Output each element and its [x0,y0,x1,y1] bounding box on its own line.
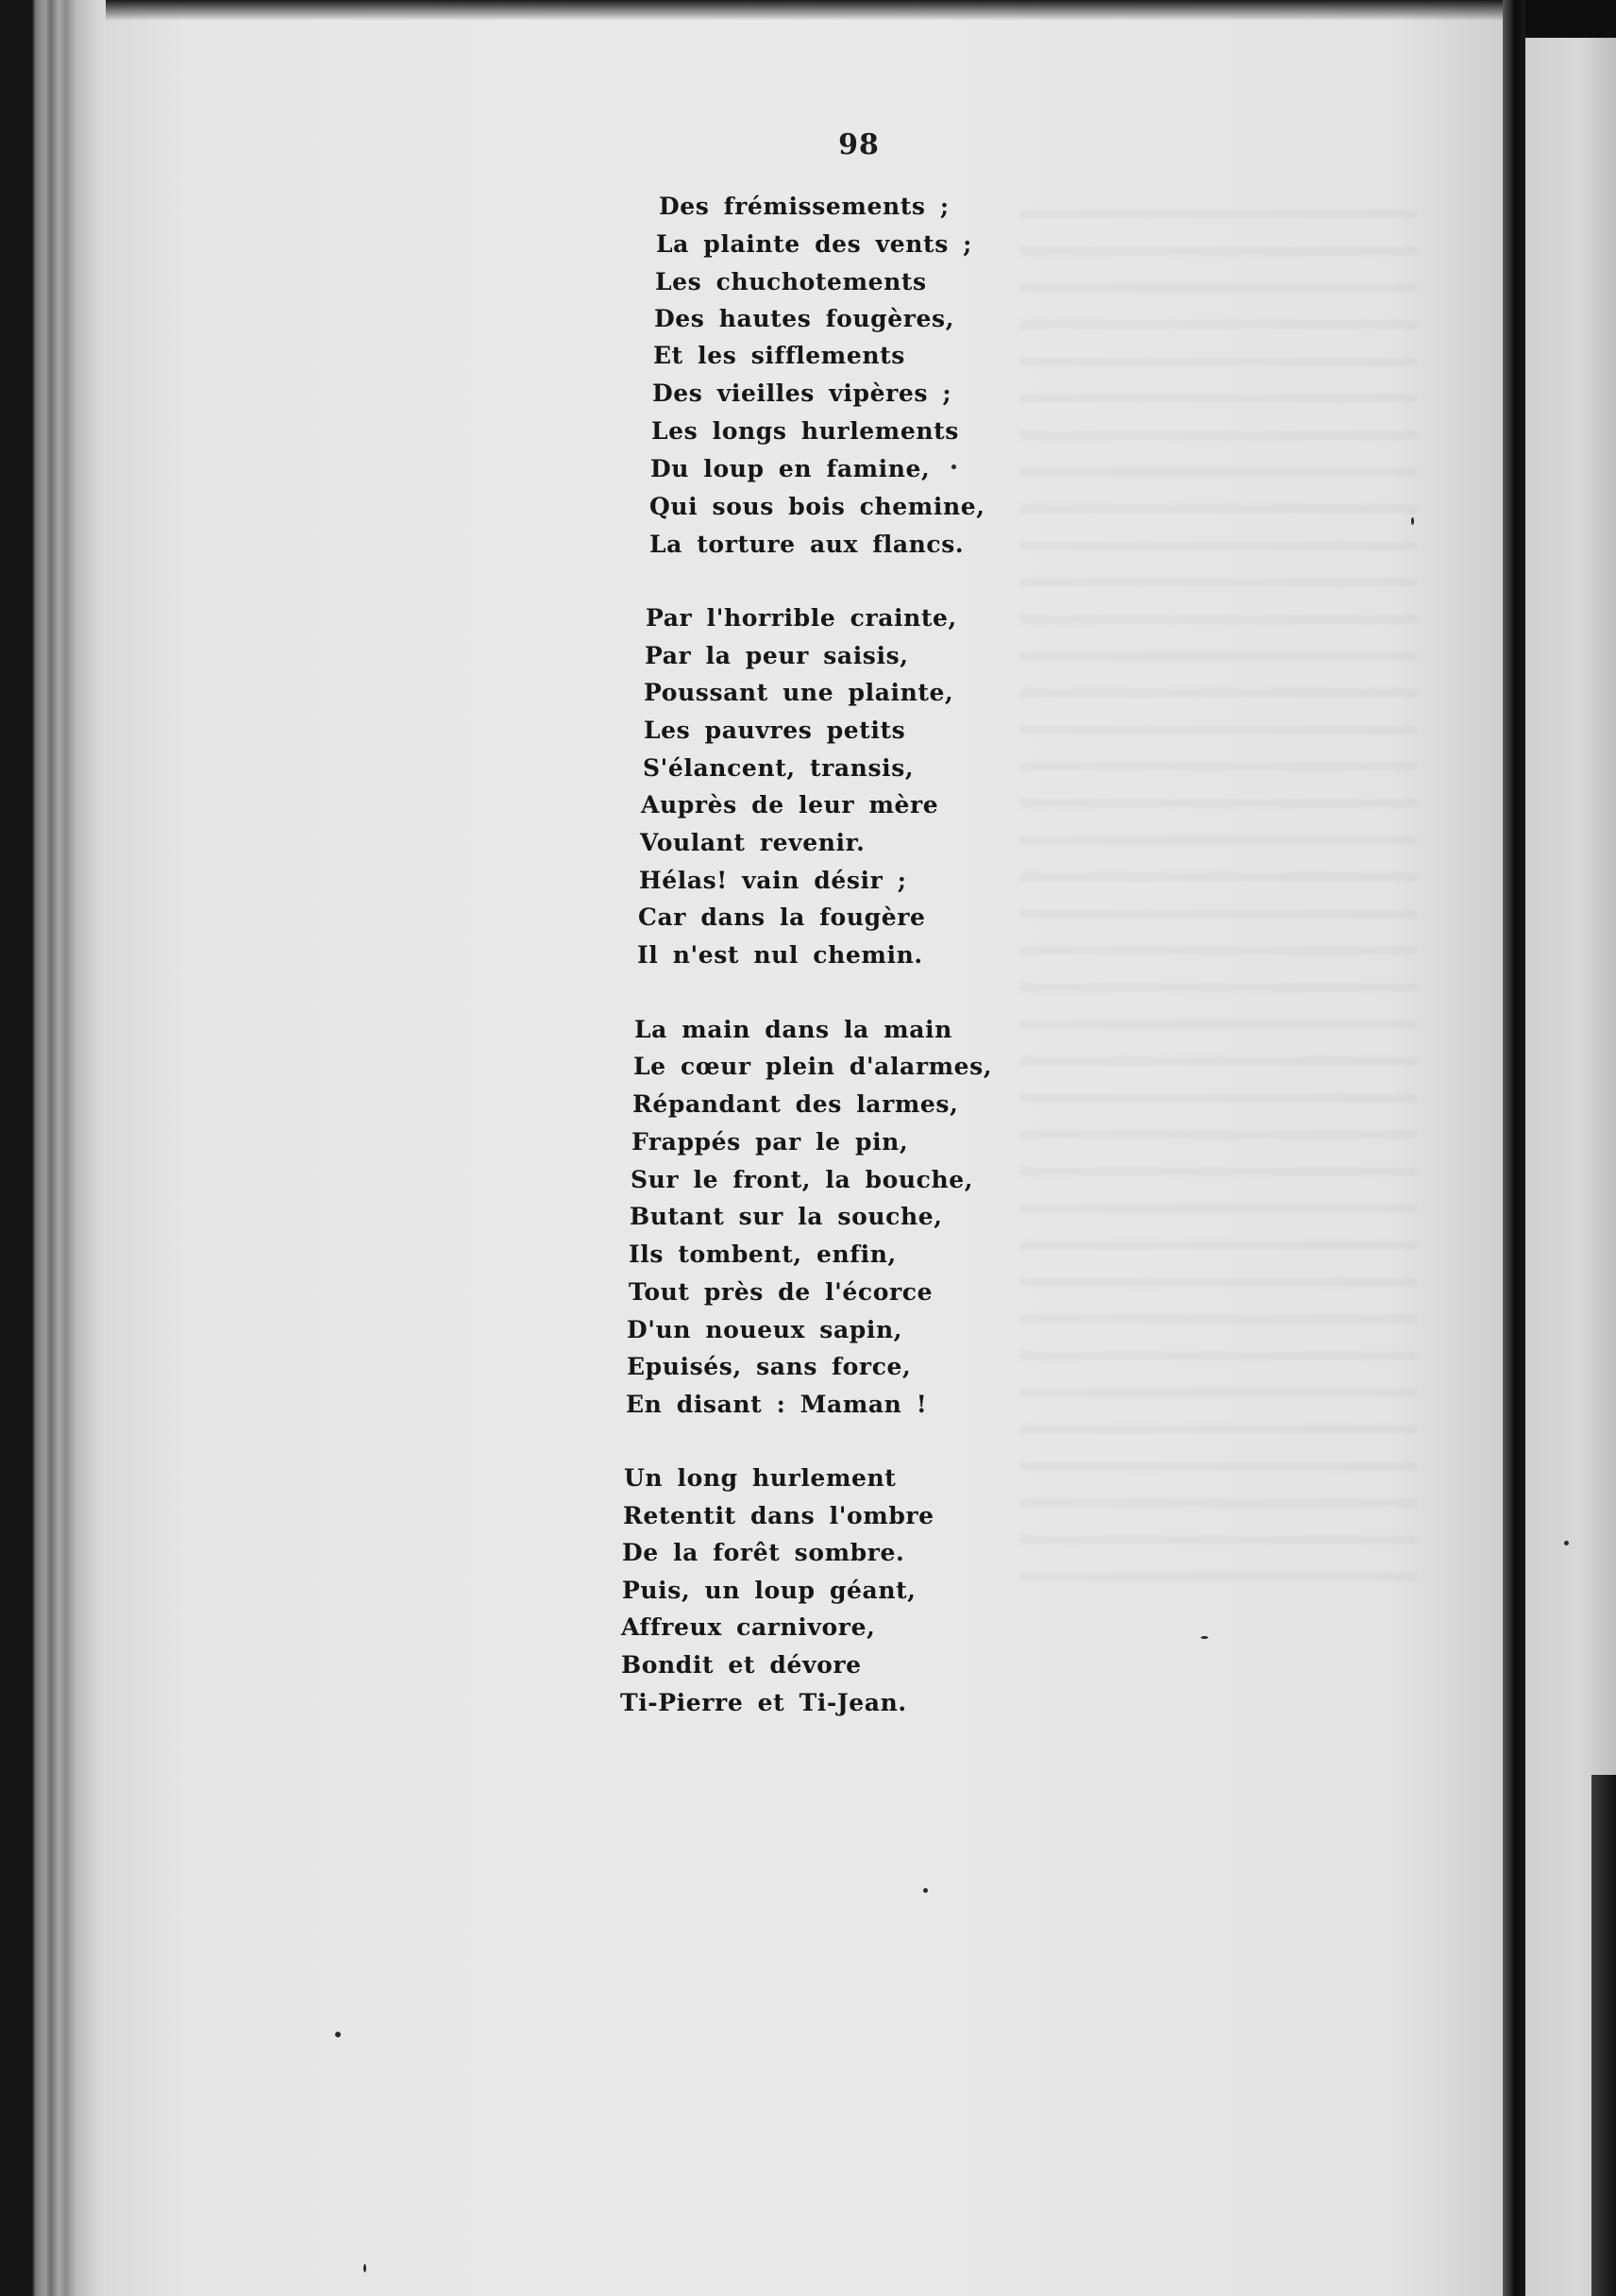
poem-line: Par l'horrible crainte, [646,604,957,632]
scan-speck [923,1888,928,1893]
scan-speck [1411,517,1414,525]
poem-line: Frappés par le pin, [631,1128,909,1156]
poem-line: Poussant une plainte, [644,679,954,706]
poem-line: Du loup en famine, [650,455,931,482]
scan-speck [1201,1636,1208,1639]
poem-line: Hélas! vain désir ; [639,867,907,894]
poem-line: Un long hurlement [624,1464,897,1492]
poem-line: La torture aux flancs. [649,531,965,558]
poem-line: Répandant des larmes, [632,1090,959,1118]
poem-line: La main dans la main [634,1016,952,1043]
poem-line: Par la peur saisis, [645,642,909,669]
poem-line: Des frémissements ; [659,193,950,220]
poem-line: Des hautes fougères, [654,305,954,332]
poem-line: Il n'est nul chemin. [637,941,923,969]
poem-line: Retentit dans l'ombre [623,1502,934,1529]
poem-line: Butant sur la souche, [630,1203,943,1230]
scan-speck [363,2264,366,2272]
poem-line: Le cœur plein d'alarmes, [633,1053,993,1080]
poem-line: Ils tombent, enfin, [629,1241,897,1268]
poem-line: Des vieilles vipères ; [652,380,952,407]
poem-line: Puis, un loup géant, [622,1577,917,1604]
poem-line: Sur le front, la bouche, [631,1166,974,1193]
poem-line: De la forêt sombre. [622,1539,905,1566]
poem-line: Epuisés, sans force, [627,1353,912,1380]
poem-line: Voulant revenir. [640,829,866,856]
poem-line: S'élancent, transis, [643,754,915,782]
poem-line: La plainte des vents ; [656,230,973,258]
poem-line: D'un noueux sapin, [627,1316,903,1343]
poem-line: Auprès de leur mère [641,791,939,819]
poem-line: Tout près de l'écorce [629,1278,934,1306]
scan-speck [951,464,956,469]
poem-line: En disant : Maman ! [626,1391,928,1418]
poem-line: Affreux carnivore, [621,1613,876,1641]
poem-line: Qui sous bois chemine, [649,493,985,520]
poem-line: Ti-Pierre et Ti-Jean. [620,1689,907,1716]
poem-line: Les pauvres petits [644,717,906,744]
scan-speck [1564,1541,1569,1545]
scan-speck [335,2032,341,2037]
poem-line: Les longs hurlements [651,417,959,445]
page-number: 98 [838,128,880,161]
poem-line: Les chuchotements [655,268,927,295]
poem-line: Bondit et dévore [621,1651,862,1679]
poem-line: Car dans la fougère [638,903,926,931]
poem-line: Et les sifflements [653,342,905,369]
